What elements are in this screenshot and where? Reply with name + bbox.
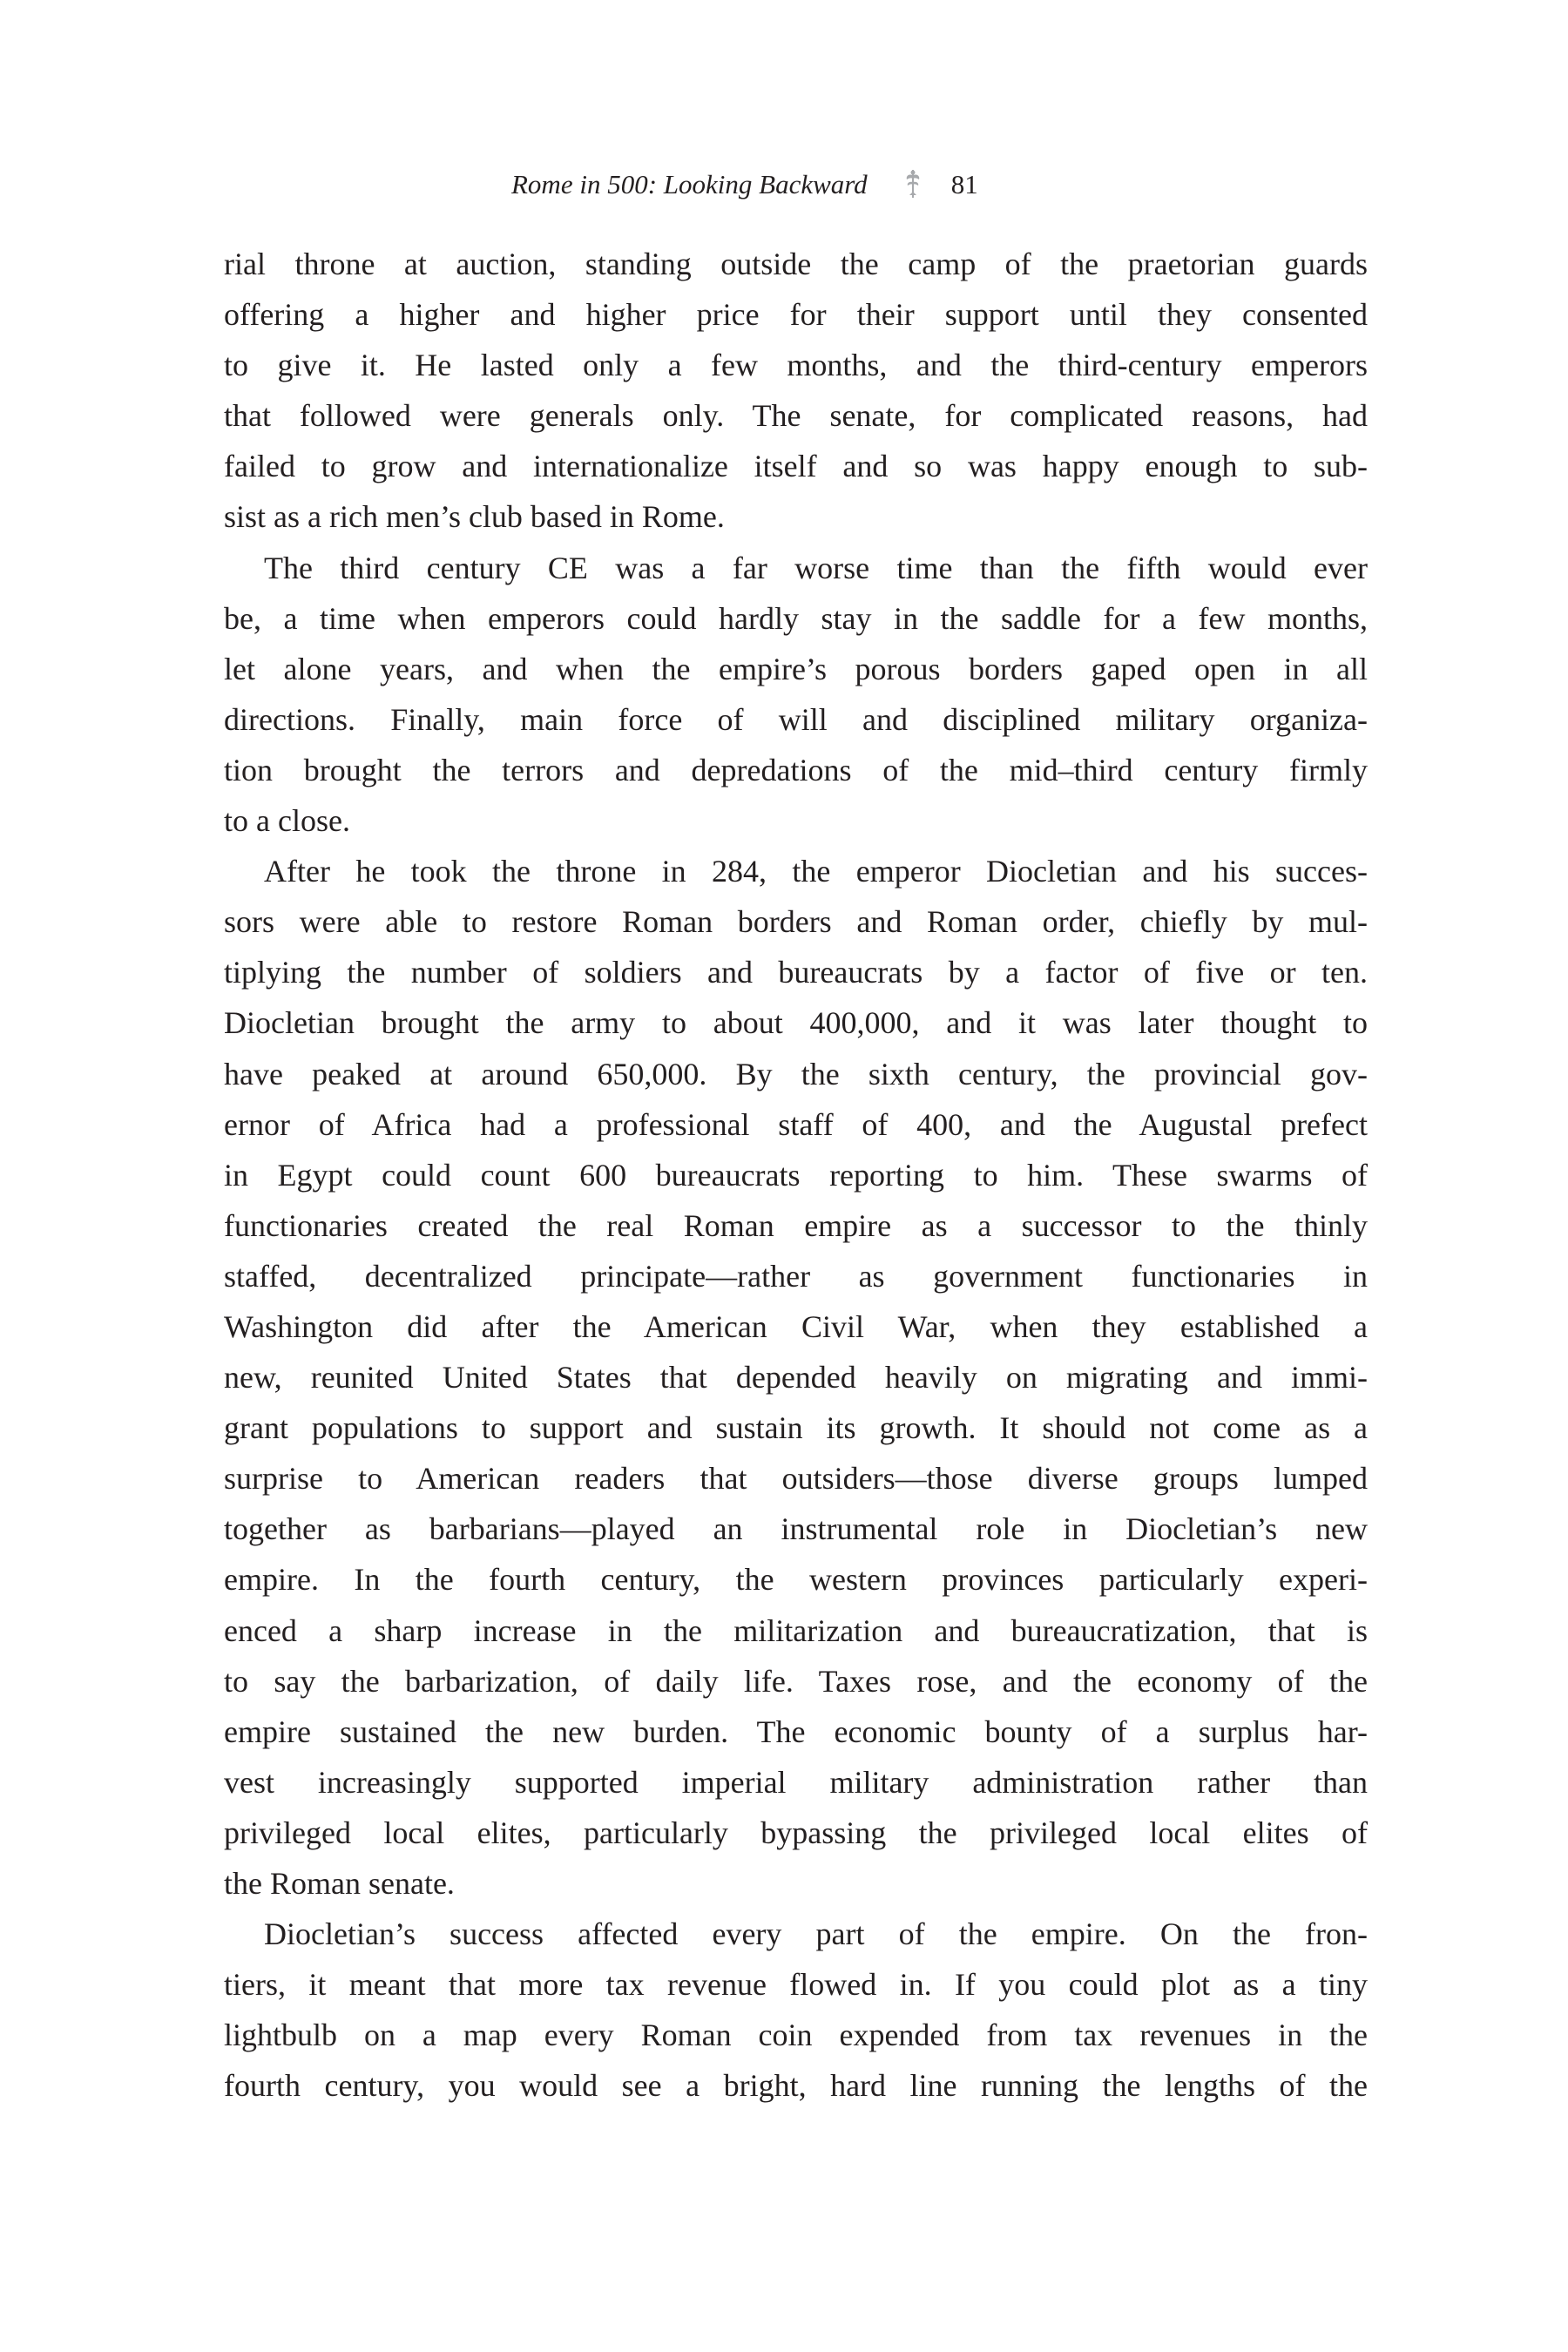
text-line: fourth century, you would see a bright, hard line running the lengths of the xyxy=(224,2068,1368,2104)
text-line: in Egypt could count 600 bureaucrats reporting to him. These swarms of xyxy=(224,1157,1368,1193)
text-line: lightbulb on a map every Roman coin expended from tax revenues in the xyxy=(224,2017,1368,2053)
text-line: have peaked at around 650,000. By the sixth century, the provincial gov- xyxy=(224,1056,1368,1092)
body-text xyxy=(224,239,1368,2111)
text-line: grant populations to support and sustain its growth. It should not come as a xyxy=(224,1410,1368,1446)
text-line: enced a sharp increase in the militarization and bureaucratization, that is xyxy=(224,1612,1368,1648)
text-line: sors were able to restore Roman borders and Roman order, chiefly by mul- xyxy=(224,904,1368,940)
text-line: directions. Finally, main force of will and disciplined military organiza- xyxy=(224,701,1368,737)
text-line: failed to grow and internationalize itself and so was happy enough to sub- xyxy=(224,449,1368,484)
text-line: to a close. xyxy=(224,803,350,839)
text-line: let alone years, and when the empire’s porous borders gaped open in all xyxy=(224,651,1368,686)
text-line: privileged local elites, particularly bypassing the privileged local elites of xyxy=(224,1815,1368,1850)
text-line: tiplying the number of soldiers and bureaucrats by a factor of five or ten. xyxy=(224,955,1368,990)
text-line: tion brought the terrors and depredations of the mid–third century firmly xyxy=(224,752,1368,787)
text-line: After he took the throne in 284, the emperor Diocletian and his succes- xyxy=(264,854,1368,889)
text-line: be, a time when emperors could hardly stay in the saddle for a few months, xyxy=(224,600,1368,636)
text-line: surprise to American readers that outsiders—those diverse groups lumped xyxy=(224,1461,1368,1497)
text-line: staffed, decentralized principate—rather as government functionaries in xyxy=(224,1258,1368,1294)
text-line: sist as a rich men’s club based in Rome. xyxy=(224,499,725,535)
text-line: the Roman senate. xyxy=(224,1866,455,1901)
text-line: that followed were generals only. The senate, for complicated reasons, had xyxy=(224,398,1368,434)
page-number: 81 xyxy=(950,169,978,199)
text-line: The third century CE was a far worse time than the fifth would ever xyxy=(264,550,1368,585)
text-line: empire. In the fourth century, the western provinces particularly experi- xyxy=(224,1562,1368,1598)
text-line: Diocletian’s success affected every part of the empire. On the fron- xyxy=(264,1916,1368,1952)
text-line: rial throne at auction, standing outside the camp of the praetorian guards xyxy=(224,247,1368,281)
running-head xyxy=(511,166,978,197)
text-line: tiers, it meant that more tax revenue flowed in. If you could plot as a tiny xyxy=(224,1967,1368,2003)
paragraph xyxy=(224,239,1368,543)
text-line: functionaries created the real Roman empire as a successor to the thinly xyxy=(224,1207,1368,1243)
text-line: offering a higher and higher price for their support until they consented xyxy=(224,297,1368,333)
paragraph xyxy=(224,543,1368,847)
text-line: together as barbarians—played an instrumental role in Diocletian’s new xyxy=(224,1511,1368,1547)
text-line: new, reunited United States that depended heavily on migrating and immi- xyxy=(224,1360,1368,1396)
text-line: to give it. He lasted only a few months, and the third-century emperors xyxy=(224,348,1368,383)
running-title: Rome in 500: Looking Backward xyxy=(511,169,868,199)
paragraph xyxy=(224,846,1368,1909)
text-line: vest increasingly supported imperial military administration rather than xyxy=(224,1764,1368,1800)
text-line: Washington did after the American Civil War, when they established a xyxy=(224,1308,1368,1344)
paragraph xyxy=(224,1909,1368,2111)
text-line: ernor of Africa had a professional staff of 400, and the Augustal prefect xyxy=(224,1106,1368,1142)
text-line: to say the barbarization, of daily life. Taxes rose, and the economy of the xyxy=(224,1663,1368,1699)
fleuron-icon xyxy=(904,170,922,198)
text-line: Diocletian brought the army to about 400,000, and it was later thought to xyxy=(224,1005,1368,1041)
text-line: empire sustained the new burden. The economic bounty of a surplus har- xyxy=(224,1713,1368,1749)
